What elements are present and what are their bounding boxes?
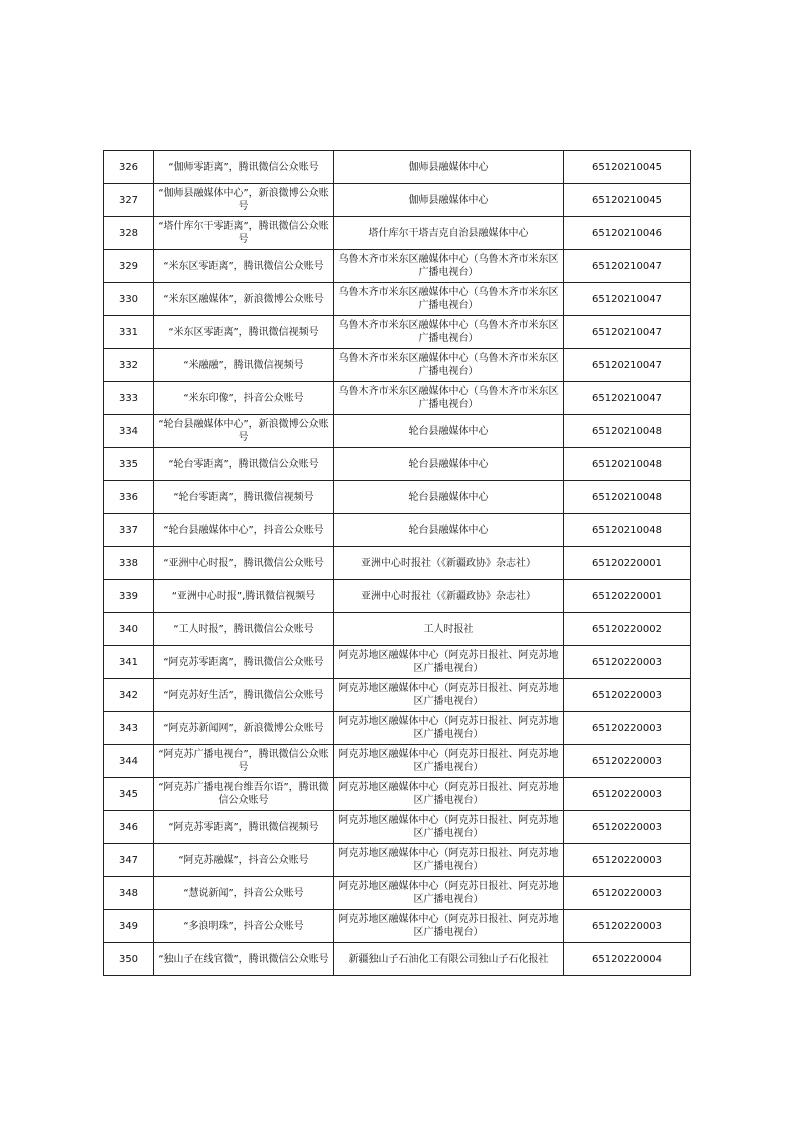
- table-row: [104, 250, 691, 283]
- registration-code: 65120210047: [564, 250, 691, 283]
- organization: 塔什库尔干塔吉克自治县融媒体中心: [334, 217, 564, 250]
- account-name: “米东区融媒体”，新浪微博公众账号: [154, 283, 334, 316]
- account-name: “米东区零距离”，腾讯微信视频号: [154, 316, 334, 349]
- table-row: [104, 382, 691, 415]
- table-row: [104, 910, 691, 943]
- row-number: 326: [104, 151, 154, 184]
- row-number: 333: [104, 382, 154, 415]
- table-row: [104, 448, 691, 481]
- account-name: “亚洲中心时报”,腾讯微信视频号: [154, 580, 334, 613]
- row-number: 345: [104, 778, 154, 811]
- organization: 阿克苏地区融媒体中心（阿克苏日报社、阿克苏地区广播电视台）: [334, 712, 564, 745]
- registration-code: 65120210048: [564, 514, 691, 547]
- account-name: “阿克苏新闻网”，新浪微博公众账号: [154, 712, 334, 745]
- organization: 乌鲁木齐市米东区融媒体中心（乌鲁木齐市米东区广播电视台）: [334, 283, 564, 316]
- account-name: “阿克苏好生活”，腾讯微信公众账号: [154, 679, 334, 712]
- row-number: 330: [104, 283, 154, 316]
- organization: 阿克苏地区融媒体中心（阿克苏日报社、阿克苏地区广播电视台）: [334, 910, 564, 943]
- row-number: 348: [104, 877, 154, 910]
- table-row: [104, 646, 691, 679]
- organization: 乌鲁木齐市米东区融媒体中心（乌鲁木齐市米东区广播电视台）: [334, 349, 564, 382]
- registration-code: 65120220003: [564, 877, 691, 910]
- row-number: 328: [104, 217, 154, 250]
- account-name: “阿克苏融媒”，抖音公众账号: [154, 844, 334, 877]
- registration-code: 65120210048: [564, 415, 691, 448]
- registration-code: 65120210045: [564, 151, 691, 184]
- organization: 轮台县融媒体中心: [334, 448, 564, 481]
- row-number: 340: [104, 613, 154, 646]
- row-number: 341: [104, 646, 154, 679]
- table-row: [104, 844, 691, 877]
- registration-code: 65120220003: [564, 646, 691, 679]
- organization: 亚洲中心时报社（《新疆政协》杂志社）: [334, 547, 564, 580]
- registration-code: 65120210046: [564, 217, 691, 250]
- table-row: [104, 514, 691, 547]
- account-name: “轮台零距离”，腾讯微信视频号: [154, 481, 334, 514]
- account-name: “米融融”，腾讯微信视频号: [154, 349, 334, 382]
- organization: 轮台县融媒体中心: [334, 481, 564, 514]
- organization: 伽师县融媒体中心: [334, 184, 564, 217]
- row-number: 350: [104, 943, 154, 976]
- table-row: [104, 712, 691, 745]
- registration-code: 65120210045: [564, 184, 691, 217]
- table-row: [104, 283, 691, 316]
- table-row: [104, 613, 691, 646]
- account-name: “轮台县融媒体中心”，新浪微博公众账号: [154, 415, 334, 448]
- account-name: “阿克苏零距离”，腾讯微信公众账号: [154, 646, 334, 679]
- registration-code: 65120220003: [564, 844, 691, 877]
- row-number: 335: [104, 448, 154, 481]
- account-name: “亚洲中心时报”，腾讯微信公众账号: [154, 547, 334, 580]
- account-name: “米东印像”，抖音公众账号: [154, 382, 334, 415]
- registry-table-body: [104, 151, 691, 976]
- organization: 轮台县融媒体中心: [334, 514, 564, 547]
- organization: 阿克苏地区融媒体中心（阿克苏日报社、阿克苏地区广播电视台）: [334, 844, 564, 877]
- row-number: 346: [104, 811, 154, 844]
- registry-table: [103, 150, 691, 976]
- row-number: 336: [104, 481, 154, 514]
- row-number: 347: [104, 844, 154, 877]
- account-name: “多浪明珠”，抖音公众账号: [154, 910, 334, 943]
- organization: 新疆独山子石油化工有限公司独山子石化报社: [334, 943, 564, 976]
- row-number: 332: [104, 349, 154, 382]
- row-number: 329: [104, 250, 154, 283]
- row-number: 349: [104, 910, 154, 943]
- table-row: [104, 184, 691, 217]
- organization: 轮台县融媒体中心: [334, 415, 564, 448]
- account-name: “塔什库尔干零距离”，腾讯微信公众账号: [154, 217, 334, 250]
- organization: 工人时报社: [334, 613, 564, 646]
- table-row: [104, 349, 691, 382]
- row-number: 342: [104, 679, 154, 712]
- table-row: [104, 877, 691, 910]
- account-name: “轮台县融媒体中心”，抖音公众账号: [154, 514, 334, 547]
- row-number: 344: [104, 745, 154, 778]
- registration-code: 65120210047: [564, 382, 691, 415]
- organization: 伽师县融媒体中心: [334, 151, 564, 184]
- account-name: “阿克苏广播电视台维吾尔语”，腾讯微信公众账号: [154, 778, 334, 811]
- organization: 亚洲中心时报社（《新疆政协》杂志社）: [334, 580, 564, 613]
- row-number: 331: [104, 316, 154, 349]
- registration-code: 65120220001: [564, 580, 691, 613]
- row-number: 338: [104, 547, 154, 580]
- organization: 阿克苏地区融媒体中心（阿克苏日报社、阿克苏地区广播电视台）: [334, 679, 564, 712]
- row-number: 327: [104, 184, 154, 217]
- registration-code: 65120220003: [564, 679, 691, 712]
- registration-code: 65120220004: [564, 943, 691, 976]
- table-row: [104, 778, 691, 811]
- organization: 阿克苏地区融媒体中心（阿克苏日报社、阿克苏地区广播电视台）: [334, 811, 564, 844]
- row-number: 339: [104, 580, 154, 613]
- registration-code: 65120220003: [564, 778, 691, 811]
- registration-code: 65120210048: [564, 448, 691, 481]
- registration-code: 65120210047: [564, 316, 691, 349]
- account-name: “伽师县融媒体中心”，新浪微博公众账号: [154, 184, 334, 217]
- organization: 乌鲁木齐市米东区融媒体中心（乌鲁木齐市米东区广播电视台）: [334, 316, 564, 349]
- organization: 阿克苏地区融媒体中心（阿克苏日报社、阿克苏地区广播电视台）: [334, 778, 564, 811]
- registration-code: 65120210047: [564, 349, 691, 382]
- organization: 乌鲁木齐市米东区融媒体中心（乌鲁木齐市米东区广播电视台）: [334, 250, 564, 283]
- account-name: “阿克苏零距离”，腾讯微信视频号: [154, 811, 334, 844]
- table-row: [104, 217, 691, 250]
- row-number: 334: [104, 415, 154, 448]
- table-row: [104, 811, 691, 844]
- registration-code: 65120220003: [564, 811, 691, 844]
- organization: 阿克苏地区融媒体中心（阿克苏日报社、阿克苏地区广播电视台）: [334, 745, 564, 778]
- organization: 阿克苏地区融媒体中心（阿克苏日报社、阿克苏地区广播电视台）: [334, 646, 564, 679]
- registration-code: 65120210048: [564, 481, 691, 514]
- registration-code: 65120210047: [564, 283, 691, 316]
- table-row: [104, 415, 691, 448]
- account-name: “轮台零距离”，腾讯微信公众账号: [154, 448, 334, 481]
- registration-code: 65120220001: [564, 547, 691, 580]
- table-row: [104, 745, 691, 778]
- registration-code: 65120220003: [564, 745, 691, 778]
- table-row: [104, 943, 691, 976]
- registration-code: 65120220003: [564, 910, 691, 943]
- table-row: [104, 580, 691, 613]
- organization: 乌鲁木齐市米东区融媒体中心（乌鲁木齐市米东区广播电视台）: [334, 382, 564, 415]
- account-name: “工人时报”，腾讯微信公众账号: [154, 613, 334, 646]
- table-row: [104, 481, 691, 514]
- row-number: 337: [104, 514, 154, 547]
- organization: 阿克苏地区融媒体中心（阿克苏日报社、阿克苏地区广播电视台）: [334, 877, 564, 910]
- table-row: [104, 679, 691, 712]
- account-name: “伽师零距离”，腾讯微信公众账号: [154, 151, 334, 184]
- account-name: “独山子在线官微”，腾讯微信公众账号: [154, 943, 334, 976]
- registration-code: 65120220002: [564, 613, 691, 646]
- row-number: 343: [104, 712, 154, 745]
- table-row: [104, 547, 691, 580]
- table-row: [104, 151, 691, 184]
- table-row: [104, 316, 691, 349]
- account-name: “阿克苏广播电视台”，腾讯微信公众账号: [154, 745, 334, 778]
- registration-code: 65120220003: [564, 712, 691, 745]
- account-name: “米东区零距离”，腾讯微信公众账号: [154, 250, 334, 283]
- account-name: “慧说新闻”，抖音公众账号: [154, 877, 334, 910]
